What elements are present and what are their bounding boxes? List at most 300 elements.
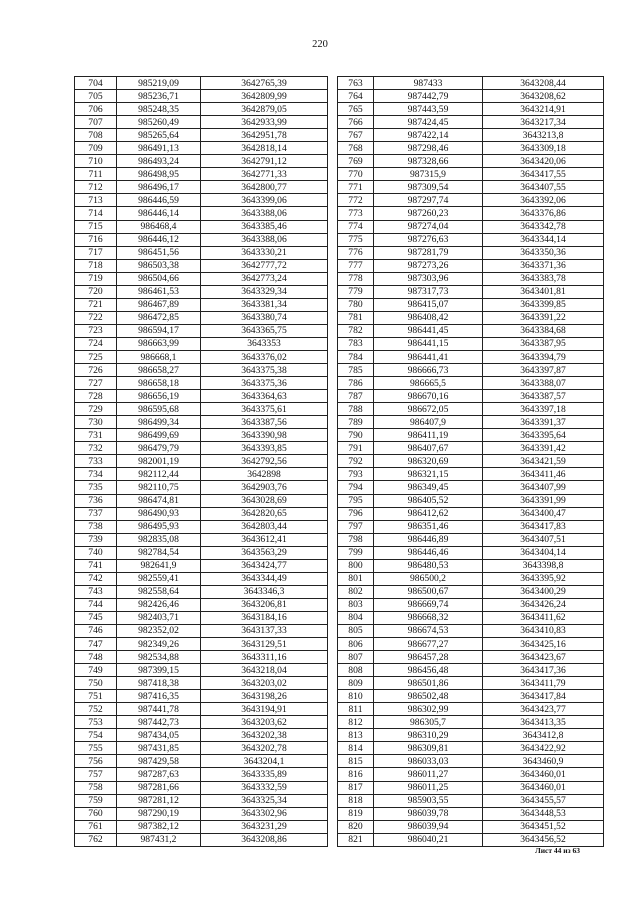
y-coordinate-cell: 3643231,29	[201, 820, 328, 833]
table-row	[75, 794, 328, 807]
table-row	[75, 455, 328, 468]
x-coordinate-cell: 986309,81	[374, 742, 483, 755]
table-row	[338, 168, 604, 181]
point-number-cell: 757	[75, 768, 117, 781]
point-number-cell: 744	[75, 598, 117, 611]
table-row	[338, 703, 604, 716]
table-row	[338, 350, 604, 363]
table-row	[75, 729, 328, 742]
x-coordinate-cell: 986672,05	[374, 403, 483, 416]
x-coordinate-cell: 987315,9	[374, 168, 483, 181]
x-coordinate-cell: 986499,69	[117, 429, 201, 442]
y-coordinate-cell: 3643399,06	[201, 194, 328, 207]
table-row	[338, 116, 604, 129]
y-coordinate-cell: 3643202,38	[201, 729, 328, 742]
y-coordinate-cell: 3643203,62	[201, 716, 328, 729]
y-coordinate-cell: 3643417,36	[483, 664, 604, 677]
table-row	[338, 664, 604, 677]
y-coordinate-cell: 3643335,89	[201, 768, 328, 781]
x-coordinate-cell: 986321,15	[374, 468, 483, 481]
table-row	[338, 90, 604, 103]
y-coordinate-cell: 3643385,46	[201, 220, 328, 233]
x-coordinate-cell: 987443,59	[374, 103, 483, 116]
x-coordinate-cell: 986658,27	[117, 364, 201, 377]
table-row	[75, 442, 328, 455]
x-coordinate-cell: 986472,85	[117, 311, 201, 324]
y-coordinate-cell: 3643194,91	[201, 703, 328, 716]
table-row	[338, 311, 604, 324]
x-coordinate-cell: 987281,79	[374, 246, 483, 259]
table-row	[338, 794, 604, 807]
x-coordinate-cell: 986461,53	[117, 285, 201, 298]
table-row	[338, 272, 604, 285]
y-coordinate-cell: 3643411,62	[483, 611, 604, 624]
table-row	[75, 833, 328, 846]
x-coordinate-cell: 987281,66	[117, 781, 201, 794]
table-row	[75, 246, 328, 259]
point-number-cell: 732	[75, 442, 117, 455]
table-row	[75, 468, 328, 481]
x-coordinate-cell: 987317,73	[374, 285, 483, 298]
y-coordinate-cell: 3643398,8	[483, 559, 604, 572]
y-coordinate-cell: 3642773,24	[201, 272, 328, 285]
point-number-cell: 723	[75, 324, 117, 337]
x-coordinate-cell: 982641,9	[117, 559, 201, 572]
y-coordinate-cell: 3642879,05	[201, 103, 328, 116]
x-coordinate-cell: 986441,41	[374, 350, 483, 363]
table-row	[338, 690, 604, 703]
point-number-cell: 771	[338, 181, 374, 194]
point-number-cell: 761	[75, 820, 117, 833]
table-row	[338, 755, 604, 768]
y-coordinate-cell: 3642809,99	[201, 90, 328, 103]
table-row	[338, 651, 604, 664]
table-row	[338, 233, 604, 246]
y-coordinate-cell: 3643424,77	[201, 559, 328, 572]
sheet-footer: Лист 44 из 63	[535, 846, 580, 855]
point-number-cell: 718	[75, 259, 117, 272]
x-coordinate-cell: 987431,85	[117, 742, 201, 755]
x-coordinate-cell: 987442,79	[374, 90, 483, 103]
x-coordinate-cell: 982403,71	[117, 611, 201, 624]
table-row	[75, 181, 328, 194]
point-number-cell: 729	[75, 403, 117, 416]
x-coordinate-cell: 987276,63	[374, 233, 483, 246]
y-coordinate-cell: 3643417,84	[483, 690, 604, 703]
table-row	[75, 429, 328, 442]
table-row	[75, 520, 328, 533]
y-coordinate-cell: 3642771,33	[201, 168, 328, 181]
y-coordinate-cell: 3643391,37	[483, 416, 604, 429]
x-coordinate-cell: 985260,49	[117, 116, 201, 129]
x-coordinate-cell: 987424,45	[374, 116, 483, 129]
point-number-cell: 820	[338, 820, 374, 833]
table-row	[75, 598, 328, 611]
point-number-cell: 725	[75, 350, 117, 363]
table-row	[75, 742, 328, 755]
y-coordinate-cell: 3643388,06	[201, 233, 328, 246]
x-coordinate-cell: 986495,93	[117, 520, 201, 533]
table-row	[75, 350, 328, 363]
y-coordinate-cell: 3643400,29	[483, 585, 604, 598]
x-coordinate-cell: 985219,09	[117, 77, 201, 90]
y-coordinate-cell: 3643208,62	[483, 90, 604, 103]
x-coordinate-cell: 987298,46	[374, 142, 483, 155]
table-row	[75, 233, 328, 246]
point-number-cell: 806	[338, 638, 374, 651]
point-number-cell: 791	[338, 442, 374, 455]
table-row	[338, 742, 604, 755]
point-number-cell: 748	[75, 651, 117, 664]
y-coordinate-cell: 3643451,52	[483, 820, 604, 833]
table-row	[338, 259, 604, 272]
y-coordinate-cell: 3643028,69	[201, 494, 328, 507]
point-number-cell: 819	[338, 807, 374, 820]
y-coordinate-cell: 3643137,33	[201, 624, 328, 637]
y-coordinate-cell: 3643400,47	[483, 507, 604, 520]
point-number-cell: 730	[75, 416, 117, 429]
x-coordinate-cell: 986412,62	[374, 507, 483, 520]
x-coordinate-cell: 986503,38	[117, 259, 201, 272]
table-row	[75, 677, 328, 690]
x-coordinate-cell: 986498,95	[117, 168, 201, 181]
table-row	[75, 572, 328, 585]
point-number-cell: 770	[338, 168, 374, 181]
table-row	[338, 507, 604, 520]
x-coordinate-cell: 986490,93	[117, 507, 201, 520]
y-coordinate-cell: 3643302,96	[201, 807, 328, 820]
y-coordinate-cell: 3643129,51	[201, 638, 328, 651]
table-row	[338, 337, 604, 350]
x-coordinate-cell: 982352,02	[117, 624, 201, 637]
table-row	[75, 168, 328, 181]
table-row	[75, 390, 328, 403]
table-row	[338, 468, 604, 481]
y-coordinate-cell: 3643391,42	[483, 442, 604, 455]
table-row	[338, 624, 604, 637]
x-coordinate-cell: 986320,69	[374, 455, 483, 468]
y-coordinate-cell: 3642820,65	[201, 507, 328, 520]
table-row	[338, 390, 604, 403]
y-coordinate-cell: 3643330,21	[201, 246, 328, 259]
y-coordinate-cell: 3643332,59	[201, 781, 328, 794]
table-row	[75, 272, 328, 285]
table-row	[338, 559, 604, 572]
point-number-cell: 765	[338, 103, 374, 116]
table-row	[338, 429, 604, 442]
table-row	[338, 677, 604, 690]
point-number-cell: 802	[338, 585, 374, 598]
point-number-cell: 801	[338, 572, 374, 585]
x-coordinate-cell: 982110,75	[117, 481, 201, 494]
table-row	[338, 77, 604, 90]
table-row	[75, 220, 328, 233]
table-row	[338, 716, 604, 729]
table-row	[338, 285, 604, 298]
x-coordinate-cell: 986500,67	[374, 585, 483, 598]
point-number-cell: 769	[338, 155, 374, 168]
x-coordinate-cell: 986668,1	[117, 350, 201, 363]
point-number-cell: 788	[338, 403, 374, 416]
table-row	[75, 494, 328, 507]
x-coordinate-cell: 982001,19	[117, 455, 201, 468]
y-coordinate-cell: 3642803,44	[201, 520, 328, 533]
x-coordinate-cell: 986408,42	[374, 311, 483, 324]
x-coordinate-cell: 986351,46	[374, 520, 483, 533]
y-coordinate-cell: 3643391,22	[483, 311, 604, 324]
x-coordinate-cell: 982784,54	[117, 546, 201, 559]
y-coordinate-cell: 3643397,18	[483, 403, 604, 416]
table-row	[338, 416, 604, 429]
x-coordinate-cell: 987297,74	[374, 194, 483, 207]
y-coordinate-cell: 3643329,34	[201, 285, 328, 298]
x-coordinate-cell: 986501,86	[374, 677, 483, 690]
x-coordinate-cell: 985903,55	[374, 794, 483, 807]
point-number-cell: 722	[75, 311, 117, 324]
x-coordinate-cell: 987418,38	[117, 677, 201, 690]
point-number-cell: 750	[75, 677, 117, 690]
x-coordinate-cell: 986467,89	[117, 298, 201, 311]
table-row	[338, 572, 604, 585]
table-row	[75, 116, 328, 129]
y-coordinate-cell: 3643612,41	[201, 533, 328, 546]
point-number-cell: 720	[75, 285, 117, 298]
y-coordinate-cell: 3643425,16	[483, 638, 604, 651]
x-coordinate-cell: 986670,16	[374, 390, 483, 403]
point-number-cell: 743	[75, 585, 117, 598]
x-coordinate-cell: 986502,48	[374, 690, 483, 703]
x-coordinate-cell: 986446,12	[117, 233, 201, 246]
y-coordinate-cell: 3643460,9	[483, 755, 604, 768]
y-coordinate-cell: 3643375,36	[201, 377, 328, 390]
table-row	[75, 155, 328, 168]
y-coordinate-cell: 3643198,26	[201, 690, 328, 703]
point-number-cell: 758	[75, 781, 117, 794]
coordinates-table-right	[337, 76, 604, 847]
y-coordinate-cell: 3643388,07	[483, 377, 604, 390]
point-number-cell: 740	[75, 546, 117, 559]
table-row	[75, 768, 328, 781]
y-coordinate-cell: 3643422,92	[483, 742, 604, 755]
table-row	[338, 298, 604, 311]
point-number-cell: 713	[75, 194, 117, 207]
x-coordinate-cell: 986663,99	[117, 337, 201, 350]
y-coordinate-cell: 3642903,76	[201, 481, 328, 494]
table-row	[338, 833, 604, 846]
x-coordinate-cell: 987442,73	[117, 716, 201, 729]
y-coordinate-cell: 3643213,8	[483, 129, 604, 142]
table-row	[75, 207, 328, 220]
x-coordinate-cell: 986504,66	[117, 272, 201, 285]
y-coordinate-cell: 3643381,34	[201, 298, 328, 311]
x-coordinate-cell: 987287,63	[117, 768, 201, 781]
x-coordinate-cell: 986480,53	[374, 559, 483, 572]
y-coordinate-cell: 3643401,81	[483, 285, 604, 298]
table-row	[75, 285, 328, 298]
table-row	[75, 507, 328, 520]
table-row	[75, 364, 328, 377]
x-coordinate-cell: 986441,45	[374, 324, 483, 337]
table-row	[75, 546, 328, 559]
y-coordinate-cell: 3643208,44	[483, 77, 604, 90]
table-row	[338, 546, 604, 559]
table-row	[75, 638, 328, 651]
point-number-cell: 785	[338, 364, 374, 377]
point-number-cell: 747	[75, 638, 117, 651]
x-coordinate-cell: 986446,59	[117, 194, 201, 207]
y-coordinate-cell: 3643387,95	[483, 337, 604, 350]
x-coordinate-cell: 987281,12	[117, 794, 201, 807]
y-coordinate-cell: 3643375,38	[201, 364, 328, 377]
y-coordinate-cell: 3643390,98	[201, 429, 328, 442]
point-number-cell: 816	[338, 768, 374, 781]
y-coordinate-cell: 3642898	[201, 468, 328, 481]
x-coordinate-cell: 986039,94	[374, 820, 483, 833]
y-coordinate-cell: 3642791,12	[201, 155, 328, 168]
x-coordinate-cell: 986305,7	[374, 716, 483, 729]
point-number-cell: 777	[338, 259, 374, 272]
table-row	[338, 129, 604, 142]
point-number-cell: 792	[338, 455, 374, 468]
y-coordinate-cell: 3643388,06	[201, 207, 328, 220]
x-coordinate-cell: 987328,66	[374, 155, 483, 168]
point-number-cell: 778	[338, 272, 374, 285]
point-number-cell: 717	[75, 246, 117, 259]
point-number-cell: 738	[75, 520, 117, 533]
y-coordinate-cell: 3643387,57	[483, 390, 604, 403]
table-row	[338, 220, 604, 233]
table-row	[338, 181, 604, 194]
point-number-cell: 715	[75, 220, 117, 233]
y-coordinate-cell: 3643384,68	[483, 324, 604, 337]
point-number-cell: 815	[338, 755, 374, 768]
y-coordinate-cell: 3643344,14	[483, 233, 604, 246]
point-number-cell: 756	[75, 755, 117, 768]
table-row	[75, 103, 328, 116]
point-number-cell: 776	[338, 246, 374, 259]
table-row	[338, 820, 604, 833]
y-coordinate-cell: 3643413,35	[483, 716, 604, 729]
y-coordinate-cell: 3643311,16	[201, 651, 328, 664]
point-number-cell: 789	[338, 416, 374, 429]
point-number-cell: 719	[75, 272, 117, 285]
point-number-cell: 782	[338, 324, 374, 337]
table-row	[338, 729, 604, 742]
y-coordinate-cell: 3643206,81	[201, 598, 328, 611]
x-coordinate-cell: 986456,48	[374, 664, 483, 677]
x-coordinate-cell: 982426,46	[117, 598, 201, 611]
y-coordinate-cell: 3643325,34	[201, 794, 328, 807]
x-coordinate-cell: 986594,17	[117, 324, 201, 337]
table-row	[338, 455, 604, 468]
y-coordinate-cell: 3643375,61	[201, 403, 328, 416]
table-row	[338, 533, 604, 546]
table-row	[338, 207, 604, 220]
x-coordinate-cell: 987290,19	[117, 807, 201, 820]
y-coordinate-cell: 3643455,57	[483, 794, 604, 807]
x-coordinate-cell: 986500,2	[374, 572, 483, 585]
y-coordinate-cell: 3642951,78	[201, 129, 328, 142]
y-coordinate-cell: 3643214,91	[483, 103, 604, 116]
table-row	[338, 142, 604, 155]
point-number-cell: 794	[338, 481, 374, 494]
x-coordinate-cell: 982349,26	[117, 638, 201, 651]
y-coordinate-cell: 3643407,99	[483, 481, 604, 494]
table-row	[75, 481, 328, 494]
point-number-cell: 780	[338, 298, 374, 311]
point-number-cell: 798	[338, 533, 374, 546]
point-number-cell: 793	[338, 468, 374, 481]
point-number-cell: 745	[75, 611, 117, 624]
point-number-cell: 734	[75, 468, 117, 481]
y-coordinate-cell: 3643350,36	[483, 246, 604, 259]
y-coordinate-cell: 3643208,86	[201, 833, 328, 846]
y-coordinate-cell: 3642933,99	[201, 116, 328, 129]
table-row	[75, 194, 328, 207]
point-number-cell: 705	[75, 90, 117, 103]
x-coordinate-cell: 987309,54	[374, 181, 483, 194]
x-coordinate-cell: 986407,67	[374, 442, 483, 455]
point-number-cell: 708	[75, 129, 117, 142]
table-row	[338, 494, 604, 507]
y-coordinate-cell: 3643364,63	[201, 390, 328, 403]
table-row	[338, 103, 604, 116]
y-coordinate-cell: 3643203,02	[201, 677, 328, 690]
x-coordinate-cell: 982112,44	[117, 468, 201, 481]
table-row	[75, 585, 328, 598]
y-coordinate-cell: 3643365,75	[201, 324, 328, 337]
table-row	[338, 246, 604, 259]
x-coordinate-cell: 986674,53	[374, 624, 483, 637]
x-coordinate-cell: 986411,19	[374, 429, 483, 442]
y-coordinate-cell: 3643410,83	[483, 624, 604, 637]
point-number-cell: 707	[75, 116, 117, 129]
point-number-cell: 811	[338, 703, 374, 716]
table-row	[75, 624, 328, 637]
x-coordinate-cell: 986011,27	[374, 768, 483, 781]
table-row	[338, 377, 604, 390]
point-number-cell: 724	[75, 337, 117, 350]
y-coordinate-cell: 3643380,74	[201, 311, 328, 324]
point-number-cell: 807	[338, 651, 374, 664]
x-coordinate-cell: 986479,79	[117, 442, 201, 455]
point-number-cell: 795	[338, 494, 374, 507]
y-coordinate-cell: 3643387,56	[201, 416, 328, 429]
table-row	[75, 820, 328, 833]
table-row	[338, 403, 604, 416]
y-coordinate-cell: 3643417,55	[483, 168, 604, 181]
x-coordinate-cell: 987434,05	[117, 729, 201, 742]
point-number-cell: 763	[338, 77, 374, 90]
point-number-cell: 779	[338, 285, 374, 298]
x-coordinate-cell: 986457,28	[374, 651, 483, 664]
point-number-cell: 735	[75, 481, 117, 494]
x-coordinate-cell: 986441,15	[374, 337, 483, 350]
x-coordinate-cell: 986666,73	[374, 364, 483, 377]
point-number-cell: 821	[338, 833, 374, 846]
point-number-cell: 814	[338, 742, 374, 755]
point-number-cell: 736	[75, 494, 117, 507]
y-coordinate-cell: 3643353	[201, 337, 328, 350]
y-coordinate-cell: 3643204,1	[201, 755, 328, 768]
table-row	[75, 755, 328, 768]
coordinates-table-left	[74, 76, 328, 847]
y-coordinate-cell: 3642800,77	[201, 181, 328, 194]
y-coordinate-cell: 3643460,01	[483, 781, 604, 794]
point-number-cell: 762	[75, 833, 117, 846]
y-coordinate-cell: 3643456,52	[483, 833, 604, 846]
point-number-cell: 772	[338, 194, 374, 207]
